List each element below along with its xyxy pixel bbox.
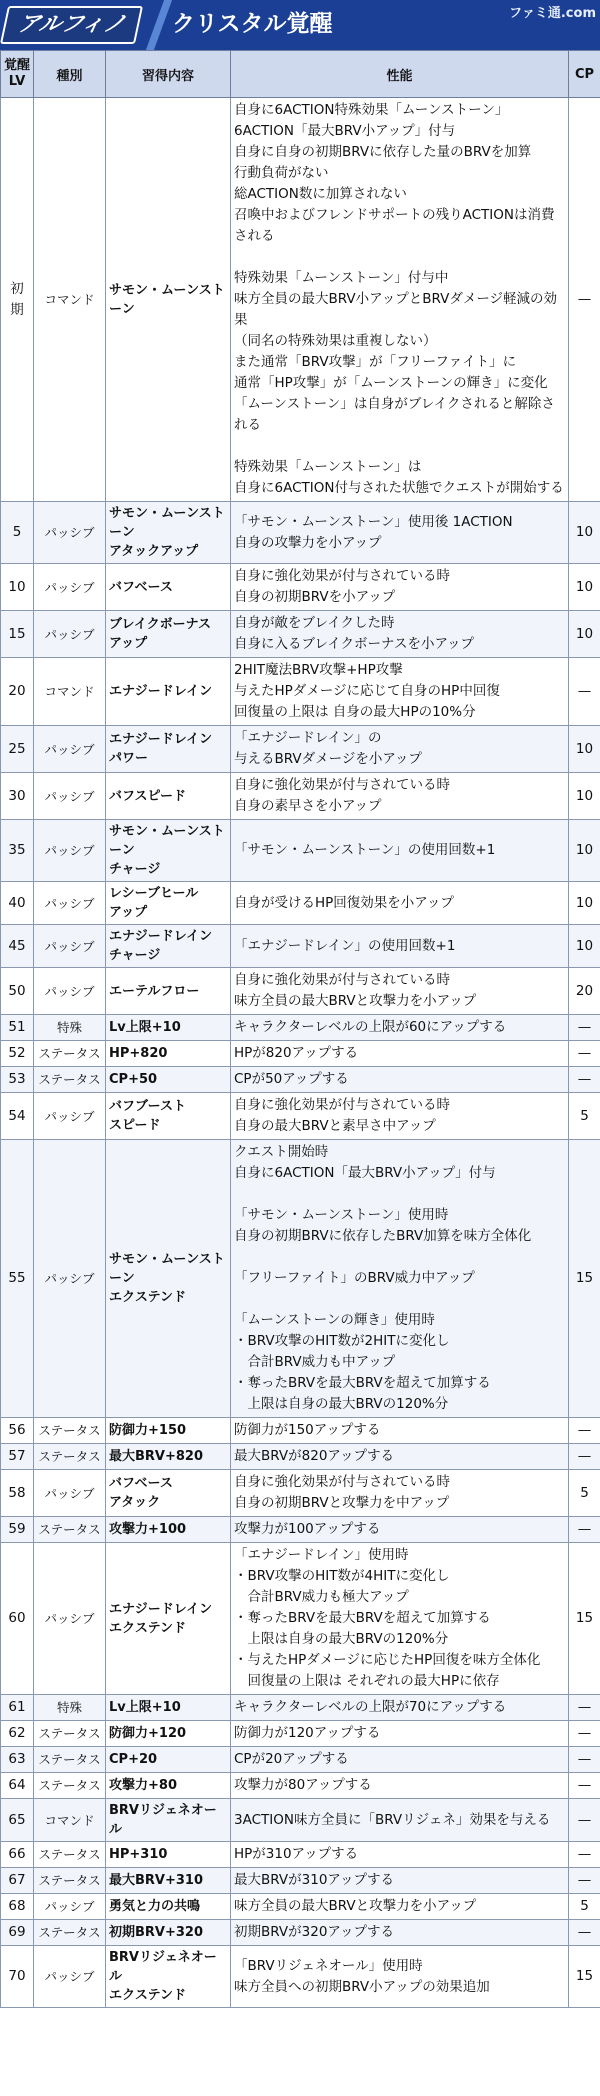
row-description: 「エナジードレイン」の使用回数+1 bbox=[231, 925, 569, 968]
row-level: 61 bbox=[1, 1695, 34, 1721]
row-skill-name: バフブースト スピード bbox=[106, 1093, 231, 1140]
row-description: CPが20アップする bbox=[231, 1747, 569, 1773]
row-skill-name: レシーブヒール アップ bbox=[106, 882, 231, 925]
row-level: 69 bbox=[1, 1920, 34, 1946]
row-skill-name: サモン・ムーンストーン アタックアップ bbox=[106, 502, 231, 564]
row-cp: — bbox=[569, 1517, 600, 1543]
row-cp: 15 bbox=[569, 1140, 600, 1418]
row-skill-name: エナジードレイン パワー bbox=[106, 726, 231, 773]
row-skill-name: Lv上限+10 bbox=[106, 1015, 231, 1041]
table-row bbox=[1, 1543, 600, 1695]
character-name: アルフィノ bbox=[0, 6, 143, 44]
table-row bbox=[1, 611, 600, 658]
row-description: HPが310アップする bbox=[231, 1842, 569, 1868]
table-row bbox=[1, 968, 600, 1015]
table-row bbox=[1, 1920, 600, 1946]
row-level: 50 bbox=[1, 968, 34, 1015]
row-type: ステータス bbox=[34, 1444, 106, 1470]
row-cp: 10 bbox=[569, 726, 600, 773]
row-skill-name: 防御力+150 bbox=[106, 1418, 231, 1444]
table-row bbox=[1, 1067, 600, 1093]
row-level: 56 bbox=[1, 1418, 34, 1444]
row-level: 45 bbox=[1, 925, 34, 968]
row-skill-name: エナジードレイン bbox=[106, 658, 231, 726]
row-description: キャラクターレベルの上限が60にアップする bbox=[231, 1015, 569, 1041]
row-type: ステータス bbox=[34, 1868, 106, 1894]
banner-stripe bbox=[146, 0, 172, 50]
row-skill-name: HP+310 bbox=[106, 1842, 231, 1868]
col-desc: 性能 bbox=[231, 51, 569, 98]
row-level: 68 bbox=[1, 1894, 34, 1920]
row-description: 自身に強化効果が付与されている時 自身の素早さを小アップ bbox=[231, 773, 569, 820]
row-cp: 10 bbox=[569, 820, 600, 882]
row-type: パッシブ bbox=[34, 773, 106, 820]
row-description: HPが820アップする bbox=[231, 1041, 569, 1067]
row-level: 5 bbox=[1, 502, 34, 564]
row-cp: — bbox=[569, 1418, 600, 1444]
row-cp: 10 bbox=[569, 564, 600, 611]
row-cp: 10 bbox=[569, 882, 600, 925]
row-skill-name: エナジードレイン チャージ bbox=[106, 925, 231, 968]
row-level: 20 bbox=[1, 658, 34, 726]
row-skill-name: Lv上限+10 bbox=[106, 1695, 231, 1721]
table-row bbox=[1, 1140, 600, 1418]
table-row bbox=[1, 1747, 600, 1773]
row-level: 66 bbox=[1, 1842, 34, 1868]
row-type: パッシブ bbox=[34, 968, 106, 1015]
table-row bbox=[1, 925, 600, 968]
row-cp: — bbox=[569, 1920, 600, 1946]
row-type: パッシブ bbox=[34, 820, 106, 882]
row-level: 67 bbox=[1, 1868, 34, 1894]
row-skill-name: 攻撃力+100 bbox=[106, 1517, 231, 1543]
table-row bbox=[1, 1894, 600, 1920]
table-row bbox=[1, 1868, 600, 1894]
row-type: ステータス bbox=[34, 1842, 106, 1868]
row-skill-name: 攻撃力+80 bbox=[106, 1773, 231, 1799]
row-description: 初期BRVが320アップする bbox=[231, 1920, 569, 1946]
row-type: ステータス bbox=[34, 1418, 106, 1444]
row-level: 51 bbox=[1, 1015, 34, 1041]
row-skill-name: サモン・ムーンストーン チャージ bbox=[106, 820, 231, 882]
row-description: 「エナジードレイン」使用時 ・BRV攻撃のHIT数が4HITに変化し 合計BRV威力も極大アップ ・奪ったBRVを最大BRVを超えて加算する 上限は自身の最大BRVの120%分 ・与えたHPダメージに応じたHP回復を味方全体化 回復量の上限は それぞれの最大HPに依存 bbox=[231, 1543, 569, 1695]
row-level: 60 bbox=[1, 1543, 34, 1695]
row-cp: 5 bbox=[569, 1093, 600, 1140]
row-description: 自身に6ACTION特殊効果「ムーンストーン」 6ACTION「最大BRV小アップ」付与 自身に自身の初期BRVに依存した量のBRVを加算 行動負荷がない 総ACTION数に加算されない 召喚中およびフレンドサポートの残りACTIONは消費される 特殊効果「ムーンストーン」付与中 味方全員の最大BRV小アップとBRVダメージ軽減の効果 （同名の特殊効果は重複しない） また通常「BRV攻撃」が「フリーファイト」に 通常「HP攻撃」が「ムーンストーンの輝き」に変化 「ムーンストーン」は自身がブレイクされると解除される 特殊効果「ムーンストーン」は 自身に6ACTION付与された状態でクエストが開始する bbox=[231, 98, 569, 502]
row-type: ステータス bbox=[34, 1067, 106, 1093]
row-description: 最大BRVが820アップする bbox=[231, 1444, 569, 1470]
row-level: 62 bbox=[1, 1721, 34, 1747]
row-cp: 20 bbox=[569, 968, 600, 1015]
row-cp: — bbox=[569, 1842, 600, 1868]
table-row bbox=[1, 98, 600, 502]
row-level: 30 bbox=[1, 773, 34, 820]
row-type: パッシブ bbox=[34, 1894, 106, 1920]
row-type: パッシブ bbox=[34, 1543, 106, 1695]
table-row bbox=[1, 1517, 600, 1543]
row-description: キャラクターレベルの上限が70にアップする bbox=[231, 1695, 569, 1721]
row-type: パッシブ bbox=[34, 882, 106, 925]
row-type: ステータス bbox=[34, 1747, 106, 1773]
row-type: パッシブ bbox=[34, 1093, 106, 1140]
table-row bbox=[1, 1015, 600, 1041]
row-level: 15 bbox=[1, 611, 34, 658]
row-description: 自身に強化効果が付与されている時 味方全員の最大BRVと攻撃力を小アップ bbox=[231, 968, 569, 1015]
row-type: ステータス bbox=[34, 1041, 106, 1067]
row-level: 52 bbox=[1, 1041, 34, 1067]
row-skill-name: 最大BRV+820 bbox=[106, 1444, 231, 1470]
row-cp: — bbox=[569, 658, 600, 726]
row-level: 58 bbox=[1, 1470, 34, 1517]
row-cp: 10 bbox=[569, 925, 600, 968]
row-cp: 10 bbox=[569, 611, 600, 658]
row-skill-name: バフベース アタック bbox=[106, 1470, 231, 1517]
col-cp: CP bbox=[569, 51, 600, 98]
row-type: パッシブ bbox=[34, 564, 106, 611]
row-skill-name: バフスピード bbox=[106, 773, 231, 820]
row-type: パッシブ bbox=[34, 925, 106, 968]
table-row bbox=[1, 1444, 600, 1470]
row-cp: 10 bbox=[569, 502, 600, 564]
row-cp: — bbox=[569, 1067, 600, 1093]
row-description: 「BRVリジェネオール」使用時 味方全員への初期BRV小アップの効果追加 bbox=[231, 1946, 569, 2008]
row-level: 54 bbox=[1, 1093, 34, 1140]
row-description: 味方全員の最大BRVと攻撃力を小アップ bbox=[231, 1894, 569, 1920]
row-level: 70 bbox=[1, 1946, 34, 2008]
row-cp: — bbox=[569, 1799, 600, 1842]
row-level: 35 bbox=[1, 820, 34, 882]
col-type: 種別 bbox=[34, 51, 106, 98]
row-level: 40 bbox=[1, 882, 34, 925]
row-cp: — bbox=[569, 1695, 600, 1721]
table-row bbox=[1, 773, 600, 820]
row-level: 25 bbox=[1, 726, 34, 773]
row-type: ステータス bbox=[34, 1517, 106, 1543]
row-cp: 15 bbox=[569, 1543, 600, 1695]
row-cp: — bbox=[569, 1868, 600, 1894]
row-cp: — bbox=[569, 1015, 600, 1041]
row-skill-name: 勇気と力の共鳴 bbox=[106, 1894, 231, 1920]
row-skill-name: BRVリジェネオール bbox=[106, 1799, 231, 1842]
table-row bbox=[1, 1842, 600, 1868]
page-title: クリスタル覚醒 bbox=[172, 11, 333, 37]
table-row bbox=[1, 502, 600, 564]
row-skill-name: サモン・ムーンストーン bbox=[106, 98, 231, 502]
row-level: 59 bbox=[1, 1517, 34, 1543]
row-cp: — bbox=[569, 1444, 600, 1470]
row-cp: — bbox=[569, 1041, 600, 1067]
row-type: パッシブ bbox=[34, 726, 106, 773]
table-row bbox=[1, 1799, 600, 1842]
row-level: 53 bbox=[1, 1067, 34, 1093]
table-row bbox=[1, 1418, 600, 1444]
row-skill-name: CP+50 bbox=[106, 1067, 231, 1093]
row-type: パッシブ bbox=[34, 502, 106, 564]
table-row bbox=[1, 1093, 600, 1140]
row-description: CPが50アップする bbox=[231, 1067, 569, 1093]
row-skill-name: サモン・ムーンストーン エクステンド bbox=[106, 1140, 231, 1418]
table-row bbox=[1, 1773, 600, 1799]
row-skill-name: CP+20 bbox=[106, 1747, 231, 1773]
row-type: 特殊 bbox=[34, 1015, 106, 1041]
row-cp: — bbox=[569, 98, 600, 502]
row-type: コマンド bbox=[34, 1799, 106, 1842]
row-cp: 10 bbox=[569, 773, 600, 820]
row-type: パッシブ bbox=[34, 1946, 106, 2008]
row-description: 防御力が150アップする bbox=[231, 1418, 569, 1444]
row-type: ステータス bbox=[34, 1773, 106, 1799]
row-skill-name: 防御力+120 bbox=[106, 1721, 231, 1747]
row-type: コマンド bbox=[34, 658, 106, 726]
row-type: ステータス bbox=[34, 1721, 106, 1747]
row-description: 防御力が120アップする bbox=[231, 1721, 569, 1747]
table-row bbox=[1, 1721, 600, 1747]
table-body bbox=[1, 98, 600, 2008]
row-description: 自身に強化効果が付与されている時 自身の初期BRVを小アップ bbox=[231, 564, 569, 611]
row-level: 63 bbox=[1, 1747, 34, 1773]
row-description: 「エナジードレイン」の 与えるBRVダメージを小アップ bbox=[231, 726, 569, 773]
row-cp: 15 bbox=[569, 1946, 600, 2008]
row-description: 3ACTION味方全員に「BRVリジェネ」効果を与える bbox=[231, 1799, 569, 1842]
row-level: 57 bbox=[1, 1444, 34, 1470]
row-skill-name: バフベース bbox=[106, 564, 231, 611]
table-header-row bbox=[1, 51, 600, 98]
row-description: 自身が敵をブレイクした時 自身に入るブレイクボーナスを小アップ bbox=[231, 611, 569, 658]
watermark: ファミ通.com bbox=[509, 6, 596, 21]
row-type: パッシブ bbox=[34, 611, 106, 658]
row-description: 「サモン・ムーンストーン」の使用回数+1 bbox=[231, 820, 569, 882]
row-skill-name: 最大BRV+310 bbox=[106, 1868, 231, 1894]
row-description: 自身が受けるHP回復効果を小アップ bbox=[231, 882, 569, 925]
awakening-table bbox=[0, 50, 600, 2008]
row-type: 特殊 bbox=[34, 1695, 106, 1721]
row-skill-name: ブレイクボーナス アップ bbox=[106, 611, 231, 658]
table-row bbox=[1, 1695, 600, 1721]
row-description: 自身に強化効果が付与されている時 自身の初期BRVと攻撃力を中アップ bbox=[231, 1470, 569, 1517]
row-cp: 5 bbox=[569, 1894, 600, 1920]
row-skill-name: 初期BRV+320 bbox=[106, 1920, 231, 1946]
row-level: 55 bbox=[1, 1140, 34, 1418]
table-row bbox=[1, 1470, 600, 1517]
table-row bbox=[1, 564, 600, 611]
table-row bbox=[1, 658, 600, 726]
row-description: 攻撃力が80アップする bbox=[231, 1773, 569, 1799]
row-type: パッシブ bbox=[34, 1470, 106, 1517]
row-description: 「サモン・ムーンストーン」使用後 1ACTION 自身の攻撃力を小アップ bbox=[231, 502, 569, 564]
row-description: 攻撃力が100アップする bbox=[231, 1517, 569, 1543]
row-cp: — bbox=[569, 1773, 600, 1799]
header-banner bbox=[0, 0, 600, 50]
table-row bbox=[1, 726, 600, 773]
row-skill-name: エーテルフロー bbox=[106, 968, 231, 1015]
row-description: クエスト開始時 自身に6ACTION「最大BRV小アップ」付与 「サモン・ムーンストーン」使用時 自身の初期BRVに依存したBRV加算を味方全体化 「フリーファイト」のBRV威力中アップ 「ムーンストーンの輝き」使用時 ・BRV攻撃のHIT数が2HITに変化し 合計BRV威力も中アップ ・奪ったBRVを最大BRVを超えて加算する 上限は自身の最大BRVの120%分 bbox=[231, 1140, 569, 1418]
row-type: コマンド bbox=[34, 98, 106, 502]
table-row bbox=[1, 1946, 600, 2008]
row-skill-name: HP+820 bbox=[106, 1041, 231, 1067]
table-row bbox=[1, 820, 600, 882]
row-cp: 5 bbox=[569, 1470, 600, 1517]
row-description: 最大BRVが310アップする bbox=[231, 1868, 569, 1894]
row-type: パッシブ bbox=[34, 1140, 106, 1418]
row-skill-name: BRVリジェネオール エクステンド bbox=[106, 1946, 231, 2008]
row-skill-name: エナジードレイン エクステンド bbox=[106, 1543, 231, 1695]
col-lv: 覚醒 LV bbox=[1, 51, 34, 98]
row-level: 10 bbox=[1, 564, 34, 611]
col-name: 習得内容 bbox=[106, 51, 231, 98]
table-row bbox=[1, 882, 600, 925]
row-level: 初期 bbox=[1, 98, 34, 502]
row-level: 65 bbox=[1, 1799, 34, 1842]
row-level: 64 bbox=[1, 1773, 34, 1799]
row-cp: — bbox=[569, 1747, 600, 1773]
table-row bbox=[1, 1041, 600, 1067]
row-description: 2HIT魔法BRV攻撃+HP攻撃 与えたHPダメージに応じて自身のHP中回復 回復量の上限は 自身の最大HPの10%分 bbox=[231, 658, 569, 726]
row-type: ステータス bbox=[34, 1920, 106, 1946]
row-cp: — bbox=[569, 1721, 600, 1747]
row-description: 自身に強化効果が付与されている時 自身の最大BRVと素早さ中アップ bbox=[231, 1093, 569, 1140]
